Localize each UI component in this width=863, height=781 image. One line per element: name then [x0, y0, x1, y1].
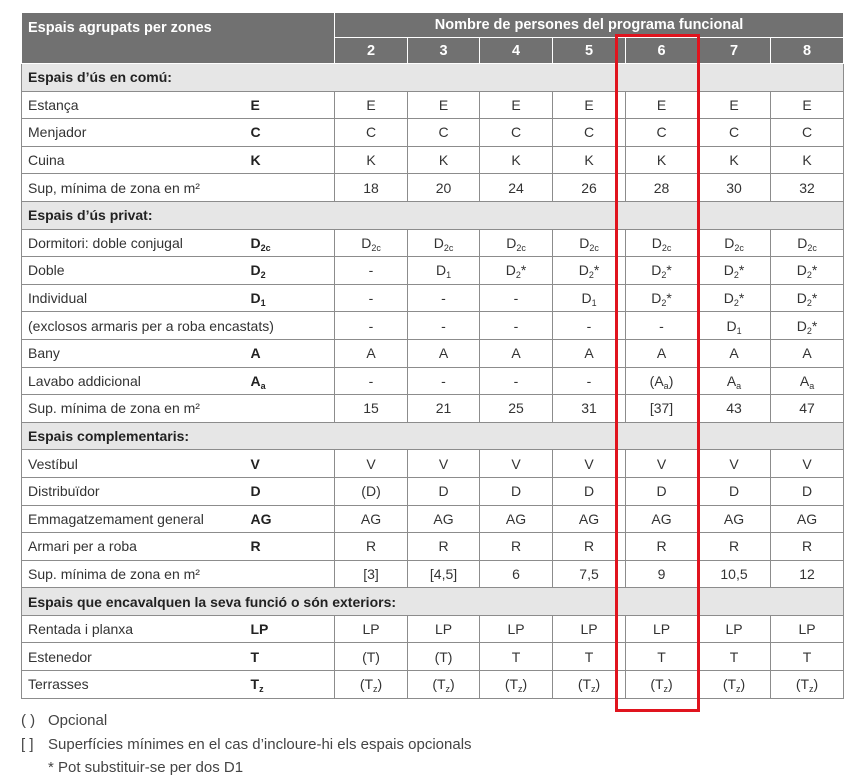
row-label: Cuina — [22, 146, 245, 174]
section-row — [22, 422, 844, 450]
table-row — [22, 174, 844, 202]
cell-persons-6: D — [626, 477, 698, 505]
cell-persons-2: LP — [335, 615, 408, 643]
cell-persons-7: K — [698, 146, 771, 174]
cell-persons-8: 47 — [771, 395, 844, 423]
table-row — [22, 146, 844, 174]
table-row — [22, 119, 844, 147]
table-row — [22, 560, 844, 588]
row-label: Terrasses — [22, 671, 245, 699]
section-title: Espais d’ús en comú: — [22, 64, 844, 92]
cell-persons-3: $D_1$ — [408, 257, 480, 285]
row-label: Doble — [22, 257, 245, 285]
cell-persons-2: - — [335, 284, 408, 312]
persons-col-8: 8 — [771, 38, 844, 64]
cell-persons-6: - — [626, 312, 698, 340]
cell-persons-8: K — [771, 146, 844, 174]
cell-persons-4: LP — [480, 615, 553, 643]
row-code — [245, 560, 335, 588]
persons-header: Nombre de persones del programa funcional — [335, 13, 844, 38]
cell-persons-6: 28 — [626, 174, 698, 202]
cell-persons-8: R — [771, 533, 844, 561]
cell-persons-2: K — [335, 146, 408, 174]
cell-persons-3: A — [408, 339, 480, 367]
row-code: K — [245, 146, 335, 174]
table-row — [22, 284, 844, 312]
cell-persons-2: [3] — [335, 560, 408, 588]
cell-persons-6: E — [626, 91, 698, 119]
cell-persons-3: $D_{2c}$ — [408, 229, 480, 257]
cell-persons-8: C — [771, 119, 844, 147]
cell-persons-3: 21 — [408, 395, 480, 423]
section-title: Espais que encavalquen la seva funció o són exteriors: — [22, 588, 844, 616]
table-row — [22, 312, 844, 340]
cell-persons-5: $D_{2c}$ — [553, 229, 626, 257]
cell-persons-6: R — [626, 533, 698, 561]
cell-persons-5: 7,5 — [553, 560, 626, 588]
cell-persons-6: LP — [626, 615, 698, 643]
cell-persons-2: (T) — [335, 643, 408, 671]
row-code — [245, 395, 335, 423]
row-label: Individual — [22, 284, 245, 312]
cell-persons-7: $D_1$ — [698, 312, 771, 340]
cell-persons-6: $D_2*$ — [626, 284, 698, 312]
cell-persons-4: 6 — [480, 560, 553, 588]
cell-persons-3: (T) — [408, 643, 480, 671]
cell-persons-5: T — [553, 643, 626, 671]
cell-persons-2: - — [335, 367, 408, 395]
cell-persons-3: 20 — [408, 174, 480, 202]
cell-persons-5: - — [553, 312, 626, 340]
cell-persons-8: $(T_z)$ — [771, 671, 844, 699]
cell-persons-5: 26 — [553, 174, 626, 202]
cell-persons-5: E — [553, 91, 626, 119]
cell-persons-2: R — [335, 533, 408, 561]
cell-persons-7: $D_2*$ — [698, 284, 771, 312]
cell-persons-6: $D_2*$ — [626, 257, 698, 285]
row-label: Sup. mínima de zona en m² — [22, 395, 245, 423]
cell-persons-8: 12 — [771, 560, 844, 588]
cell-persons-4: $D_2*$ — [480, 257, 553, 285]
cell-persons-3: AG — [408, 505, 480, 533]
cell-persons-7: 10,5 — [698, 560, 771, 588]
row-code: D — [245, 477, 335, 505]
cell-persons-7: LP — [698, 615, 771, 643]
cell-persons-8: $D_{2c}$ — [771, 229, 844, 257]
row-label: Vestíbul — [22, 450, 245, 478]
cell-persons-4: $D_{2c}$ — [480, 229, 553, 257]
table-row — [22, 671, 844, 699]
cell-persons-6: A — [626, 339, 698, 367]
notes — [21, 709, 472, 780]
cell-persons-2: - — [335, 312, 408, 340]
section-row — [22, 588, 844, 616]
table-row — [22, 257, 844, 285]
cell-persons-2: A — [335, 339, 408, 367]
row-label: Distribuïdor — [22, 477, 245, 505]
cell-persons-4: $(T_z)$ — [480, 671, 553, 699]
cell-persons-4: V — [480, 450, 553, 478]
cell-persons-5: $D_1$ — [553, 284, 626, 312]
cell-persons-3: $(T_z)$ — [408, 671, 480, 699]
row-label: Estenedor — [22, 643, 245, 671]
section-title: Espais d’ús privat: — [22, 201, 844, 229]
table-row — [22, 615, 844, 643]
cell-persons-6: AG — [626, 505, 698, 533]
cell-persons-5: 31 — [553, 395, 626, 423]
cell-persons-7: $D_{2c}$ — [698, 229, 771, 257]
cell-persons-7: $(T_z)$ — [698, 671, 771, 699]
row-label: Sup, mínima de zona en m² — [22, 174, 245, 202]
section-title: Espais complementaris: — [22, 422, 844, 450]
cell-persons-5: R — [553, 533, 626, 561]
cell-persons-3: C — [408, 119, 480, 147]
table-row — [22, 643, 844, 671]
cell-persons-2: E — [335, 91, 408, 119]
cell-persons-5: $(T_z)$ — [553, 671, 626, 699]
table-row — [22, 395, 844, 423]
cell-persons-3: LP — [408, 615, 480, 643]
row-code: $D_{2c}$ — [245, 229, 335, 257]
section-row — [22, 64, 844, 92]
cell-persons-3: E — [408, 91, 480, 119]
row-code: T — [245, 643, 335, 671]
row-label: Estança — [22, 91, 245, 119]
row-label: Lavabo addicional — [22, 367, 245, 395]
cell-persons-8: AG — [771, 505, 844, 533]
cell-persons-5: - — [553, 367, 626, 395]
cell-persons-4: T — [480, 643, 553, 671]
cell-persons-6: K — [626, 146, 698, 174]
cell-persons-4: - — [480, 367, 553, 395]
cell-persons-2: AG — [335, 505, 408, 533]
cell-persons-6: $(T_z)$ — [626, 671, 698, 699]
cell-persons-4: - — [480, 312, 553, 340]
row-label: Armari per a roba — [22, 533, 245, 561]
cell-persons-7: 43 — [698, 395, 771, 423]
cell-persons-5: AG — [553, 505, 626, 533]
cell-persons-7: C — [698, 119, 771, 147]
cell-persons-8: A — [771, 339, 844, 367]
cell-persons-2: 18 — [335, 174, 408, 202]
row-code: $A_a$ — [245, 367, 335, 395]
cell-persons-4: 25 — [480, 395, 553, 423]
cell-persons-8: T — [771, 643, 844, 671]
table-row — [22, 91, 844, 119]
persons-col-7: 7 — [698, 38, 771, 64]
cell-persons-4: E — [480, 91, 553, 119]
note-substitute: * Pot substituir-se per dos D1 — [48, 759, 244, 776]
note-optional: ( ) Opcional — [21, 712, 108, 729]
cell-persons-2: V — [335, 450, 408, 478]
row-code: AG — [245, 505, 335, 533]
cell-persons-3: K — [408, 146, 480, 174]
cell-persons-8: E — [771, 91, 844, 119]
section-row — [22, 201, 844, 229]
row-code — [245, 174, 335, 202]
persons-col-5: 5 — [553, 38, 626, 64]
cell-persons-5: C — [553, 119, 626, 147]
persons-col-3: 3 — [408, 38, 480, 64]
row-code: $D_2$ — [245, 257, 335, 285]
cell-persons-6: 9 — [626, 560, 698, 588]
cell-persons-2: 15 — [335, 395, 408, 423]
cell-persons-7: A — [698, 339, 771, 367]
table-row — [22, 367, 844, 395]
table-row — [22, 229, 844, 257]
cell-persons-8: $A_a$ — [771, 367, 844, 395]
cell-persons-8: LP — [771, 615, 844, 643]
row-label: Emmagatzemament general — [22, 505, 245, 533]
cell-persons-5: $D_2*$ — [553, 257, 626, 285]
table-row — [22, 450, 844, 478]
cell-persons-7: AG — [698, 505, 771, 533]
table-row — [22, 533, 844, 561]
cell-persons-3: R — [408, 533, 480, 561]
cell-persons-8: D — [771, 477, 844, 505]
cell-persons-3: V — [408, 450, 480, 478]
cell-persons-4: A — [480, 339, 553, 367]
row-label: Rentada i planxa — [22, 615, 245, 643]
persons-col-6: 6 — [626, 38, 698, 64]
cell-persons-3: D — [408, 477, 480, 505]
cell-persons-2: $(T_z)$ — [335, 671, 408, 699]
cell-persons-6: C — [626, 119, 698, 147]
row-code: LP — [245, 615, 335, 643]
persons-col-4: 4 — [480, 38, 553, 64]
cell-persons-2: (D) — [335, 477, 408, 505]
cell-persons-5: V — [553, 450, 626, 478]
row-code: C — [245, 119, 335, 147]
row-label: (exclosos armaris per a roba encastats) — [22, 312, 245, 340]
cell-persons-7: R — [698, 533, 771, 561]
cell-persons-3: - — [408, 312, 480, 340]
cell-persons-4: R — [480, 533, 553, 561]
cell-persons-4: AG — [480, 505, 553, 533]
cell-persons-3: - — [408, 367, 480, 395]
cell-persons-8: V — [771, 450, 844, 478]
cell-persons-6: V — [626, 450, 698, 478]
row-label: Menjador — [22, 119, 245, 147]
cell-persons-4: 24 — [480, 174, 553, 202]
persons-col-2: 2 — [335, 38, 408, 64]
spaces-table — [21, 12, 844, 699]
cell-persons-7: T — [698, 643, 771, 671]
cell-persons-6: $(A_a)$ — [626, 367, 698, 395]
cell-persons-8: 32 — [771, 174, 844, 202]
cell-persons-5: LP — [553, 615, 626, 643]
cell-persons-5: D — [553, 477, 626, 505]
row-code: A — [245, 339, 335, 367]
cell-persons-7: $A_a$ — [698, 367, 771, 395]
row-label: Dormitori: doble conjugal — [22, 229, 245, 257]
cell-persons-3: - — [408, 284, 480, 312]
table-row — [22, 477, 844, 505]
cell-persons-4: D — [480, 477, 553, 505]
cell-persons-6: [37] — [626, 395, 698, 423]
row-code: V — [245, 450, 335, 478]
table-row — [22, 505, 844, 533]
cell-persons-8: $D_2*$ — [771, 284, 844, 312]
cell-persons-4: K — [480, 146, 553, 174]
cell-persons-6: $D_{2c}$ — [626, 229, 698, 257]
cell-persons-8: $D_2*$ — [771, 312, 844, 340]
cell-persons-2: - — [335, 257, 408, 285]
cell-persons-2: $D_{2c}$ — [335, 229, 408, 257]
cell-persons-7: V — [698, 450, 771, 478]
note-min-surface: [ ] Superfícies mínimes en el cas d’incloure-hi els espais opcionals — [21, 735, 472, 753]
row-code: $T_z$ — [245, 671, 335, 699]
row-code: $D_1$ — [245, 284, 335, 312]
table-row — [22, 339, 844, 367]
cell-persons-4: C — [480, 119, 553, 147]
cell-persons-2: C — [335, 119, 408, 147]
cell-persons-3: [4,5] — [408, 560, 480, 588]
row-label: Bany — [22, 339, 245, 367]
row-label: Sup. mínima de zona en m² — [22, 560, 245, 588]
group-header: Espais agrupats per zones — [22, 13, 335, 64]
cell-persons-7: E — [698, 91, 771, 119]
cell-persons-7: 30 — [698, 174, 771, 202]
cell-persons-7: D — [698, 477, 771, 505]
row-code: R — [245, 533, 335, 561]
row-code: E — [245, 91, 335, 119]
cell-persons-8: $D_2*$ — [771, 257, 844, 285]
cell-persons-5: A — [553, 339, 626, 367]
cell-persons-7: $D_2*$ — [698, 257, 771, 285]
cell-persons-6: T — [626, 643, 698, 671]
cell-persons-5: K — [553, 146, 626, 174]
cell-persons-4: - — [480, 284, 553, 312]
